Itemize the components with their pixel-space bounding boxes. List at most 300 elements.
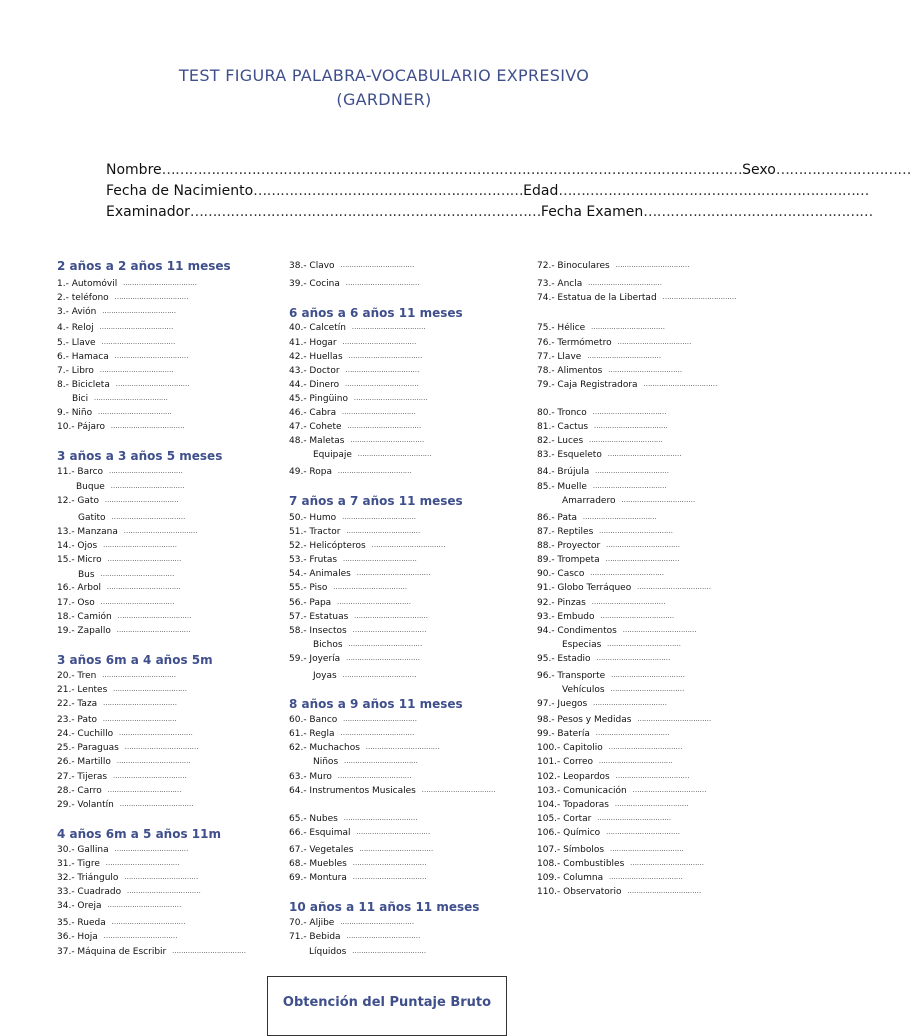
vocabulary-item bbox=[537, 260, 689, 272]
vocabulary-item bbox=[57, 351, 188, 363]
vocabulary-item bbox=[57, 597, 174, 609]
answer-blank[interactable]: …………………………… bbox=[98, 496, 179, 504]
vocabulary-item bbox=[537, 625, 696, 637]
birthdate-label: Fecha de Nacimiento bbox=[106, 183, 254, 199]
item-label: 61.- Regla bbox=[289, 729, 335, 739]
vocabulary-item bbox=[57, 714, 176, 726]
vocabulary-item bbox=[289, 728, 414, 740]
item-label: Especias bbox=[562, 640, 602, 650]
answer-blank[interactable]: …………………………… bbox=[589, 467, 669, 475]
item-label: 99.- Batería bbox=[537, 729, 590, 739]
vocabulary-item bbox=[289, 611, 428, 623]
vocabulary-item bbox=[289, 407, 416, 419]
sex-field[interactable]: ………………………… bbox=[775, 162, 911, 178]
answer-blank[interactable]: …………………………… bbox=[111, 612, 192, 620]
item-label: 48.- Maletas bbox=[289, 436, 345, 446]
age-field[interactable]: …………………………………………………………… bbox=[558, 183, 869, 199]
item-label: 9.- Niño bbox=[57, 408, 93, 418]
answer-blank[interactable]: …………………………… bbox=[101, 901, 182, 909]
answer-blank[interactable]: …………………………… bbox=[97, 715, 177, 723]
answer-blank[interactable]: …………………………… bbox=[118, 873, 198, 881]
answer-blank[interactable]: …………………………… bbox=[94, 570, 175, 578]
vocabulary-item bbox=[537, 365, 682, 377]
vocabulary-item bbox=[537, 292, 736, 304]
answer-blank[interactable]: …………………………… bbox=[350, 828, 430, 836]
answer-blank[interactable]: …………………………… bbox=[587, 699, 667, 707]
vocabulary-item bbox=[289, 625, 426, 637]
answer-blank[interactable]: …………………………… bbox=[348, 612, 428, 620]
item-label: 8.- Bicicleta bbox=[57, 380, 110, 390]
answer-blank[interactable]: …………………………… bbox=[344, 436, 424, 444]
answer-blank[interactable]: …………………………… bbox=[602, 366, 682, 374]
answer-blank[interactable]: …………………………… bbox=[113, 729, 193, 737]
answer-blank[interactable]: …………………………… bbox=[337, 715, 417, 723]
vocabulary-item bbox=[57, 322, 173, 334]
answer-blank[interactable]: …………………………… bbox=[589, 729, 670, 737]
vocabulary-item bbox=[537, 756, 673, 768]
item-label: 96.- Transporte bbox=[537, 671, 606, 681]
answer-blank[interactable]: …………………………… bbox=[336, 513, 416, 521]
vocabulary-item bbox=[289, 540, 445, 552]
answer-blank[interactable]: …………………………… bbox=[93, 323, 174, 331]
vocabulary-item bbox=[289, 858, 426, 870]
answer-blank[interactable]: …………………………… bbox=[108, 293, 189, 301]
vocabulary-item bbox=[289, 526, 420, 538]
answer-blank[interactable]: …………………………… bbox=[95, 338, 176, 346]
vocabulary-item bbox=[309, 946, 426, 958]
vocabulary-item bbox=[289, 322, 425, 334]
item-label: 69.- Montura bbox=[289, 873, 347, 883]
item-label: Niños bbox=[313, 757, 339, 767]
answer-blank[interactable]: …………………………… bbox=[359, 743, 440, 751]
answer-blank[interactable]: …………………………… bbox=[121, 887, 201, 895]
answer-blank[interactable]: …………………………… bbox=[92, 408, 172, 416]
answer-blank[interactable]: …………………………… bbox=[626, 786, 707, 794]
item-label: 101.- Correo bbox=[537, 757, 594, 767]
answer-blank[interactable]: …………………………… bbox=[340, 527, 420, 535]
answer-blank[interactable]: …………………………… bbox=[103, 467, 183, 475]
vocabulary-item bbox=[289, 568, 430, 580]
answer-blank[interactable]: …………………………… bbox=[585, 598, 666, 606]
vocabulary-item bbox=[57, 421, 184, 433]
answer-blank[interactable]: …………………………… bbox=[331, 598, 411, 606]
answer-blank[interactable]: …………………………… bbox=[602, 743, 683, 751]
vocabulary-item bbox=[289, 379, 419, 391]
answer-blank[interactable]: …………………………… bbox=[615, 496, 695, 504]
item-label: 92.- Pinzas bbox=[537, 598, 586, 608]
answer-blank[interactable]: …………………………… bbox=[353, 845, 433, 853]
item-label: 59.- Joyería bbox=[289, 654, 341, 664]
vocabulary-item bbox=[289, 435, 424, 447]
name-field[interactable]: ………………………………………………………………………………………………………………… bbox=[161, 162, 743, 178]
answer-blank[interactable]: …………………………… bbox=[608, 800, 689, 808]
item-label: Bici bbox=[72, 394, 89, 404]
vocabulary-item bbox=[537, 872, 683, 884]
vocabulary-item bbox=[289, 466, 412, 478]
answer-blank[interactable]: …………………………… bbox=[351, 450, 432, 458]
vocabulary-item bbox=[289, 512, 416, 524]
vocabulary-item bbox=[537, 813, 671, 825]
vocabulary-item bbox=[537, 785, 706, 797]
vocabulary-item bbox=[537, 698, 667, 710]
item-label: 102.- Leopardos bbox=[537, 772, 610, 782]
item-label: 52.- Helicópteros bbox=[289, 541, 366, 551]
vocabulary-item bbox=[289, 827, 430, 839]
vocabulary-item bbox=[289, 554, 417, 566]
item-label: 80.- Tronco bbox=[537, 408, 587, 418]
item-label: 87.- Reptiles bbox=[537, 527, 594, 537]
answer-blank[interactable]: …………………………… bbox=[594, 612, 674, 620]
vocabulary-item bbox=[537, 554, 679, 566]
answer-blank[interactable]: …………………………… bbox=[99, 859, 180, 867]
item-label: 25.- Paraguas bbox=[57, 743, 119, 753]
answer-blank[interactable]: …………………………… bbox=[113, 800, 194, 808]
answer-blank[interactable]: …………………………… bbox=[336, 671, 417, 679]
item-label: 110.- Observatorio bbox=[537, 887, 622, 897]
age-section-heading: 4 años 6m a 5 años 11m bbox=[57, 827, 221, 841]
answer-blank[interactable]: …………………………… bbox=[341, 422, 422, 430]
item-label: 68.- Muebles bbox=[289, 859, 347, 869]
item-label: 51.- Tractor bbox=[289, 527, 341, 537]
vocabulary-item bbox=[537, 512, 657, 524]
answer-blank[interactable]: …………………………… bbox=[616, 626, 697, 634]
answer-blank[interactable]: …………………………… bbox=[104, 482, 185, 490]
item-label: 26.- Martillo bbox=[57, 757, 111, 767]
vocabulary-item bbox=[289, 278, 419, 290]
answer-blank[interactable]: …………………………… bbox=[609, 261, 690, 269]
answer-blank[interactable]: …………………………… bbox=[110, 626, 191, 634]
age-section-heading: 3 años 6m a 4 años 5m bbox=[57, 653, 213, 667]
vocabulary-item bbox=[57, 931, 177, 943]
answer-blank[interactable]: …………………………… bbox=[346, 947, 426, 955]
answer-blank[interactable]: …………………………… bbox=[166, 947, 246, 955]
answer-blank[interactable]: …………………………… bbox=[637, 380, 718, 388]
answer-blank[interactable]: …………………………… bbox=[101, 555, 182, 563]
answer-blank[interactable]: …………………………… bbox=[365, 541, 446, 549]
vocabulary-item bbox=[537, 844, 684, 856]
vocabulary-item bbox=[289, 365, 419, 377]
item-label: 74.- Estatua de la Libertad bbox=[537, 293, 657, 303]
vocabulary-item bbox=[78, 512, 185, 524]
item-label: 34.- Oreja bbox=[57, 901, 102, 911]
answer-blank[interactable]: …………………………… bbox=[97, 932, 178, 940]
item-label: Líquidos bbox=[309, 947, 347, 957]
answer-blank[interactable]: …………………………… bbox=[609, 772, 690, 780]
answer-blank[interactable]: …………………………… bbox=[96, 307, 176, 315]
item-label: 4.- Reloj bbox=[57, 323, 94, 333]
vocabulary-item bbox=[57, 611, 191, 623]
item-label: 54.- Animales bbox=[289, 569, 351, 579]
vocabulary-item bbox=[313, 639, 422, 651]
item-label: 22.- Taza bbox=[57, 699, 98, 709]
answer-blank[interactable]: …………………………… bbox=[342, 640, 423, 648]
answer-blank[interactable]: …………………………… bbox=[593, 757, 673, 765]
answer-blank[interactable]: …………………………… bbox=[336, 338, 417, 346]
item-label: 78.- Alimentos bbox=[537, 366, 603, 376]
vocabulary-item bbox=[57, 278, 197, 290]
vocabulary-item bbox=[289, 421, 421, 433]
birthdate-field[interactable]: …………………………………………………… bbox=[253, 183, 524, 199]
answer-blank[interactable]: …………………………… bbox=[339, 279, 420, 287]
answer-blank[interactable]: …………………………… bbox=[345, 323, 426, 331]
vocabulary-item bbox=[537, 466, 669, 478]
vocabulary-item bbox=[313, 670, 416, 682]
answer-blank[interactable]: …………………………… bbox=[327, 583, 407, 591]
vocabulary-item bbox=[562, 684, 684, 696]
answer-blank[interactable]: …………………………… bbox=[588, 422, 668, 430]
item-label: Vehículos bbox=[562, 685, 605, 695]
answer-blank[interactable]: …………………………… bbox=[339, 366, 420, 374]
item-label: 88.- Proyector bbox=[537, 541, 601, 551]
answer-blank[interactable]: …………………………… bbox=[591, 814, 671, 822]
item-label: 82.- Luces bbox=[537, 436, 584, 446]
vocabulary-item bbox=[289, 260, 414, 272]
item-label: 100.- Capitolio bbox=[537, 743, 603, 753]
vocabulary-item bbox=[57, 625, 190, 637]
item-label: 7.- Libro bbox=[57, 366, 94, 376]
vocabulary-item bbox=[537, 481, 666, 493]
answer-blank[interactable]: …………………………… bbox=[94, 598, 175, 606]
item-label: 62.- Muchachos bbox=[289, 743, 360, 753]
item-label: 66.- Esquimal bbox=[289, 828, 351, 838]
item-label: 14.- Ojos bbox=[57, 541, 98, 551]
answer-blank[interactable]: …………………………… bbox=[109, 380, 190, 388]
answer-blank[interactable]: …………………………… bbox=[105, 513, 186, 521]
vocabulary-item bbox=[57, 526, 197, 538]
answer-blank[interactable]: …………………………… bbox=[631, 715, 711, 723]
answer-blank[interactable]: …………………………… bbox=[88, 394, 168, 402]
item-label: 28.- Carro bbox=[57, 786, 102, 796]
answer-blank[interactable]: …………………………… bbox=[340, 932, 421, 940]
vocabulary-item bbox=[537, 858, 704, 870]
answer-blank[interactable]: …………………………… bbox=[339, 380, 419, 388]
item-label: 50.- Humo bbox=[289, 513, 337, 523]
vocabulary-item bbox=[537, 278, 662, 290]
vocabulary-item bbox=[537, 407, 666, 419]
item-label: 16.- Arbol bbox=[57, 583, 101, 593]
answer-blank[interactable]: …………………………… bbox=[600, 828, 680, 836]
vocabulary-item bbox=[57, 900, 181, 912]
age-section-heading: 7 años a 7 años 11 meses bbox=[289, 494, 463, 508]
answer-blank[interactable]: …………………………… bbox=[601, 640, 681, 648]
header-line-examiner bbox=[106, 204, 873, 220]
item-label: 108.- Combustibles bbox=[537, 859, 625, 869]
vocabulary-item bbox=[537, 728, 669, 740]
answer-blank[interactable]: …………………………… bbox=[346, 873, 427, 881]
item-label: 36.- Hoja bbox=[57, 932, 98, 942]
item-label: 104.- Topadoras bbox=[537, 800, 609, 810]
vocabulary-item bbox=[57, 872, 198, 884]
answer-blank[interactable]: …………………………… bbox=[117, 527, 198, 535]
answer-blank[interactable]: …………………………… bbox=[118, 743, 199, 751]
vocabulary-item bbox=[537, 379, 717, 391]
answer-blank[interactable]: …………………………… bbox=[97, 699, 177, 707]
item-label: 27.- Tijeras bbox=[57, 772, 108, 782]
vocabulary-item bbox=[537, 714, 711, 726]
item-label: 35.- Rueda bbox=[57, 918, 106, 928]
item-label: 72.- Binoculares bbox=[537, 261, 610, 271]
vocabulary-item bbox=[289, 393, 427, 405]
vocabulary-item bbox=[537, 351, 661, 363]
vocabulary-item bbox=[313, 449, 431, 461]
age-label: Edad bbox=[523, 183, 559, 199]
answer-blank[interactable]: …………………………… bbox=[604, 845, 684, 853]
item-label: 18.- Camión bbox=[57, 612, 112, 622]
item-label: 63.- Muro bbox=[289, 772, 332, 782]
answer-blank[interactable]: …………………………… bbox=[585, 323, 665, 331]
item-label: 91.- Globo Terráqueo bbox=[537, 583, 632, 593]
vocabulary-item bbox=[537, 742, 682, 754]
answer-blank[interactable]: …………………………… bbox=[581, 352, 661, 360]
answer-blank[interactable]: …………………………… bbox=[415, 786, 496, 794]
answer-blank[interactable]: …………………………… bbox=[346, 626, 427, 634]
vocabulary-item bbox=[537, 670, 685, 682]
answer-blank[interactable]: …………………………… bbox=[108, 352, 189, 360]
vocabulary-item bbox=[57, 292, 188, 304]
answer-blank[interactable]: …………………………… bbox=[107, 685, 187, 693]
item-label: 44.- Dinero bbox=[289, 380, 340, 390]
answer-blank[interactable]: …………………………… bbox=[586, 408, 667, 416]
answer-blank[interactable]: …………………………… bbox=[334, 261, 415, 269]
answer-blank[interactable]: …………………………… bbox=[110, 757, 191, 765]
answer-blank[interactable]: …………………………… bbox=[107, 772, 187, 780]
answer-blank[interactable]: …………………………… bbox=[583, 436, 663, 444]
item-label: 21.- Lentes bbox=[57, 685, 108, 695]
answer-blank[interactable]: …………………………… bbox=[593, 527, 673, 535]
vocabulary-item bbox=[57, 742, 198, 754]
vocabulary-item bbox=[289, 917, 414, 929]
answer-blank[interactable]: …………………………… bbox=[337, 814, 418, 822]
vocabulary-item bbox=[57, 917, 185, 929]
vocabulary-item bbox=[537, 526, 673, 538]
vocabulary-item bbox=[57, 379, 189, 391]
vocabulary-item bbox=[57, 306, 176, 318]
vocabulary-item bbox=[57, 684, 187, 696]
answer-blank[interactable]: …………………………… bbox=[582, 279, 662, 287]
vocabulary-item bbox=[289, 653, 420, 665]
item-label: 40.- Calcetín bbox=[289, 323, 346, 333]
answer-blank[interactable]: …………………………… bbox=[624, 859, 704, 867]
answer-blank[interactable]: …………………………… bbox=[337, 555, 417, 563]
answer-blank[interactable]: …………………………… bbox=[600, 541, 680, 549]
exam-date-field[interactable]: …………………………………………… bbox=[643, 204, 873, 220]
answer-blank[interactable]: …………………………… bbox=[117, 279, 197, 287]
vocabulary-item bbox=[537, 653, 670, 665]
vocabulary-item bbox=[537, 597, 665, 609]
answer-blank[interactable]: …………………………… bbox=[336, 408, 416, 416]
item-label: Buque bbox=[76, 482, 105, 492]
examiner-field[interactable]: …………………………………………………………………… bbox=[189, 204, 541, 220]
answer-blank[interactable]: …………………………… bbox=[611, 338, 692, 346]
item-label: 107.- Símbolos bbox=[537, 845, 605, 855]
answer-blank[interactable]: …………………………… bbox=[338, 757, 418, 765]
vocabulary-item bbox=[57, 698, 177, 710]
vocabulary-item bbox=[289, 785, 495, 797]
vocabulary-item bbox=[313, 756, 418, 768]
item-label: 109.- Columna bbox=[537, 873, 604, 883]
vocabulary-item bbox=[57, 670, 176, 682]
exam-date-label: Fecha Examen bbox=[540, 204, 644, 220]
age-section-heading: 3 años a 3 años 5 meses bbox=[57, 449, 223, 463]
answer-blank[interactable]: …………………………… bbox=[96, 671, 176, 679]
item-label: 106.- Químico bbox=[537, 828, 601, 838]
answer-blank[interactable]: …………………………… bbox=[599, 555, 680, 563]
answer-blank[interactable]: …………………………… bbox=[347, 394, 428, 402]
name-label: Nombre bbox=[106, 162, 162, 178]
item-label: 41.- Hogar bbox=[289, 338, 337, 348]
answer-blank[interactable]: …………………………… bbox=[621, 887, 701, 895]
answer-blank[interactable]: …………………………… bbox=[586, 482, 667, 490]
item-label: 97.- Juegos bbox=[537, 699, 588, 709]
answer-blank[interactable]: …………………………… bbox=[590, 654, 671, 662]
vocabulary-item bbox=[537, 886, 701, 898]
answer-blank[interactable]: …………………………… bbox=[334, 918, 414, 926]
vocabulary-item bbox=[289, 742, 439, 754]
age-section-heading: 8 años a 9 años 11 meses bbox=[289, 697, 463, 711]
answer-blank[interactable]: …………………………… bbox=[577, 513, 657, 521]
answer-blank[interactable]: …………………………… bbox=[334, 729, 415, 737]
vocabulary-item bbox=[537, 827, 680, 839]
vocabulary-item bbox=[57, 946, 246, 958]
answer-blank[interactable]: …………………………… bbox=[656, 293, 737, 301]
vocabulary-item bbox=[57, 756, 190, 768]
item-label: 24.- Cuchillo bbox=[57, 729, 114, 739]
answer-blank[interactable]: …………………………… bbox=[603, 873, 683, 881]
answer-blank[interactable]: …………………………… bbox=[340, 654, 420, 662]
item-label: Bus bbox=[78, 570, 95, 580]
answer-blank[interactable]: …………………………… bbox=[101, 583, 181, 591]
answer-blank[interactable]: …………………………… bbox=[604, 685, 685, 693]
item-label: 23.- Pato bbox=[57, 715, 97, 725]
item-label: 47.- Cohete bbox=[289, 422, 342, 432]
item-label: 81.- Cactus bbox=[537, 422, 589, 432]
item-label: 46.- Cabra bbox=[289, 408, 337, 418]
vocabulary-item bbox=[537, 337, 691, 349]
item-label: Gatito bbox=[78, 513, 106, 523]
age-section-heading: 10 años a 11 años 11 meses bbox=[289, 900, 480, 914]
answer-blank[interactable]: …………………………… bbox=[104, 422, 185, 430]
answer-blank[interactable]: …………………………… bbox=[331, 772, 412, 780]
vocabulary-item bbox=[537, 582, 711, 594]
answer-blank[interactable]: …………………………… bbox=[605, 671, 685, 679]
item-label: 20.- Tren bbox=[57, 671, 97, 681]
answer-blank[interactable]: …………………………… bbox=[631, 583, 711, 591]
item-label: 2.- teléfono bbox=[57, 293, 109, 303]
answer-blank[interactable]: …………………………… bbox=[101, 786, 182, 794]
answer-blank[interactable]: …………………………… bbox=[105, 918, 186, 926]
answer-blank[interactable]: …………………………… bbox=[601, 450, 682, 458]
item-label: 98.- Pesos y Medidas bbox=[537, 715, 632, 725]
vocabulary-item bbox=[57, 844, 188, 856]
vocabulary-item bbox=[57, 728, 193, 740]
answer-blank[interactable]: …………………………… bbox=[346, 859, 427, 867]
item-label: 3.- Avión bbox=[57, 307, 97, 317]
sex-label: Sexo bbox=[742, 162, 776, 178]
answer-blank[interactable]: …………………………… bbox=[97, 541, 177, 549]
answer-blank[interactable]: …………………………… bbox=[108, 845, 189, 853]
answer-blank[interactable]: …………………………… bbox=[584, 569, 664, 577]
vocabulary-item bbox=[57, 540, 177, 552]
vocabulary-item bbox=[289, 771, 411, 783]
answer-blank[interactable]: …………………………… bbox=[332, 467, 412, 475]
answer-blank[interactable]: …………………………… bbox=[350, 569, 431, 577]
item-label: 73.- Ancla bbox=[537, 279, 583, 289]
raw-score-title: Obtención del Puntaje Bruto bbox=[282, 995, 492, 1010]
vocabulary-item bbox=[537, 449, 681, 461]
answer-blank[interactable]: …………………………… bbox=[93, 366, 174, 374]
answer-blank[interactable]: …………………………… bbox=[342, 352, 423, 360]
item-label: 33.- Cuadrado bbox=[57, 887, 122, 897]
